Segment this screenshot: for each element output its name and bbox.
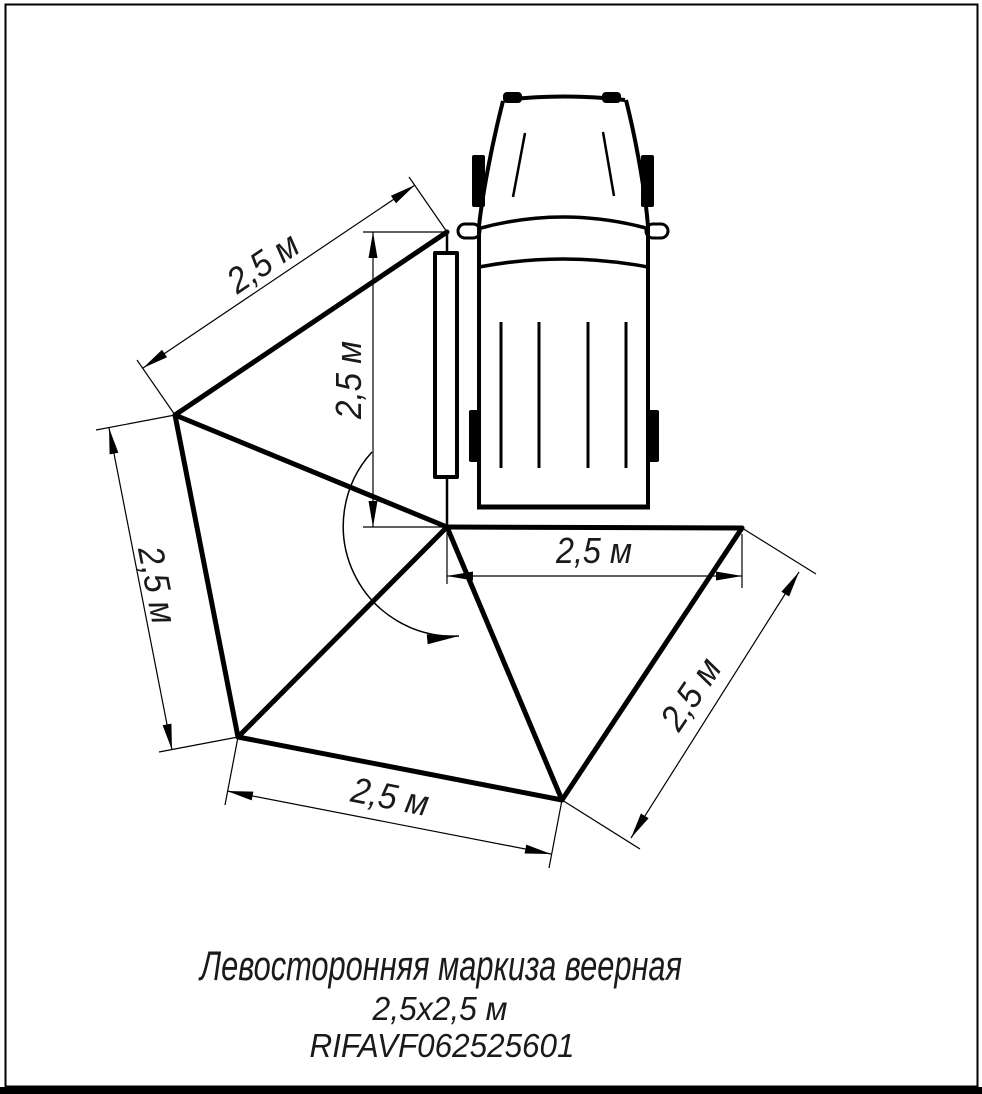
caption-model: RIFAVF062525601 [309,1027,575,1064]
dimension-label: 2,5 м [327,334,369,419]
dimension-edge-bottom [225,737,562,868]
dimension-edge-left [96,415,238,752]
fan-radial-1 [175,415,447,527]
wiper-right [603,132,614,196]
hood-corner-pad-left [503,92,522,103]
fan-radial-2 [238,527,447,737]
caption-title: Левосторонняя маркиза веерная [197,942,682,989]
dimension-label: 2,5 м [130,542,187,634]
dimension-horizontal [447,530,742,588]
cowl-line [479,259,648,267]
fan-radial-3 [447,527,562,800]
wiper-left [513,133,525,197]
dimension-label: 2,5 м [218,219,313,302]
dimension-label: 2,5 м [651,644,734,738]
roof-slats [501,322,626,468]
dimension-edge-top-left [137,177,447,415]
dimension-label: 2,5 м [347,768,439,826]
dimension-label: 2,5 м [555,529,632,571]
awning-rail [435,253,457,477]
front-wheel-left [472,155,485,207]
front-wheel-right [641,155,654,207]
caption-size: 2,5х2,5 м [371,990,508,1027]
caption [198,942,682,1064]
bottom-edge-bar [0,1087,982,1094]
rear-wheel-right [648,410,659,462]
windshield-line [481,217,646,228]
vehicle-top-view [458,92,668,507]
rear-wheel-left [469,410,480,462]
hood-corner-pad-right [602,92,621,103]
mirror-left [458,224,480,238]
